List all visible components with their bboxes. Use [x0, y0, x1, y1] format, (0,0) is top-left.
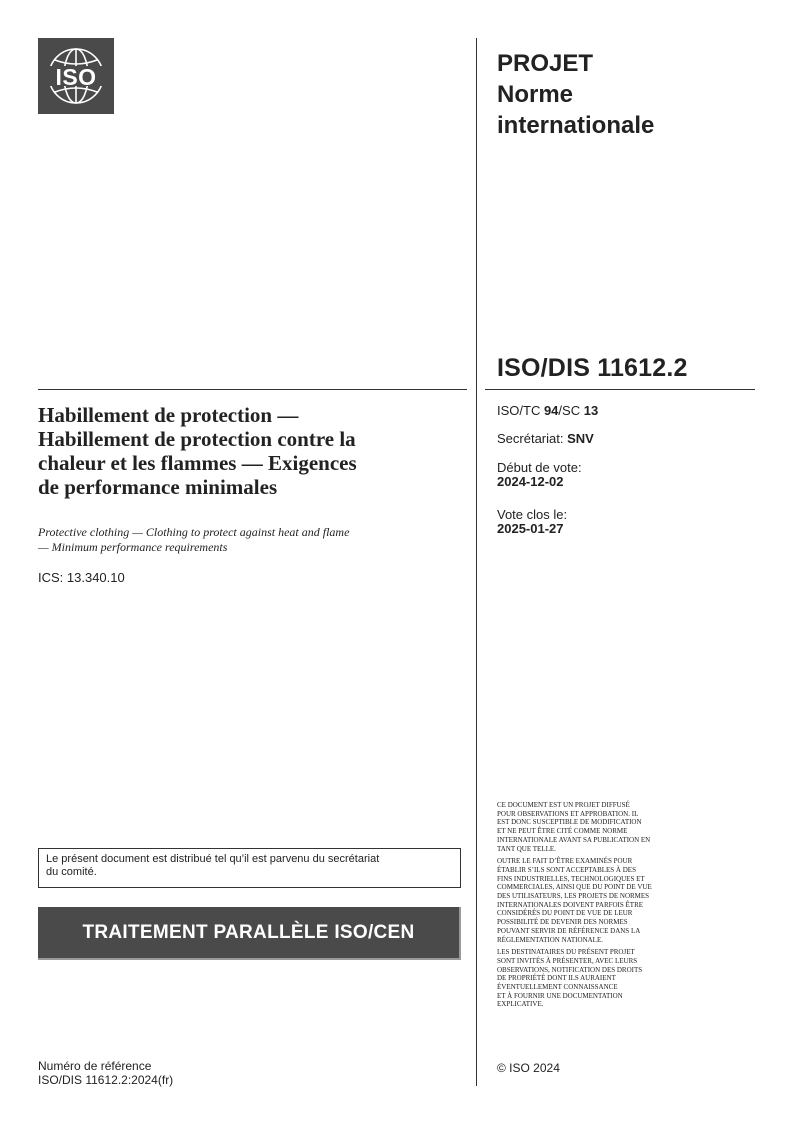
disclaimer-line: DES UTILISATEURS, LES PROJETS DE NORMES: [497, 892, 650, 901]
copyright: © ISO 2024: [497, 1061, 560, 1075]
disclaimer-line: TANT QUE TELLE.: [497, 844, 556, 853]
reference-number: [38, 1059, 173, 1087]
vote-start-date: 2024-12-02: [497, 474, 564, 489]
right-horizontal-rule: [485, 389, 755, 390]
draft-disclaimer: [497, 797, 707, 1013]
tc-prefix: ISO/TC: [497, 403, 544, 418]
parallel-processing-banner: TRAITEMENT PARALLÈLE ISO/CEN: [38, 907, 461, 960]
english-title-line: — Minimum performance requirements: [38, 540, 228, 554]
vote-end-label: Vote clos le:: [497, 507, 568, 522]
ics-code: ICS: 13.340.10: [38, 570, 125, 585]
french-title-line: chaleur et les flammes — Exigences: [38, 451, 357, 475]
disclaimer-line: POUR OBSERVATIONS ET APPROBATION. IL: [497, 809, 639, 818]
iso-logo: [38, 38, 114, 114]
notice-line: Le présent document est distribué tel qu’il est parvenu du secrétariat: [46, 853, 380, 865]
disclaimer-line: ÉVENTUELLEMENT CONNAISSANCE: [497, 983, 618, 992]
disclaimer-line: OBSERVATIONS, NOTIFICATION DES DROITS: [497, 965, 643, 974]
disclaimer-line: EST DONC SUSCEPTIBLE DE MODIFICATION: [497, 818, 642, 827]
distribution-notice: [38, 848, 461, 888]
secretariat-label: Secrétariat:: [497, 431, 568, 446]
vertical-divider: [476, 38, 477, 1086]
disclaimer-line: SONT INVITÉS À PRÉSENTER, AVEC LEURS: [497, 956, 638, 965]
disclaimer-line: ET À FOURNIR UNE DOCUMENTATION: [497, 991, 623, 1000]
draft-line: internationale: [497, 112, 655, 139]
english-title: [38, 525, 468, 555]
standard-number: ISO/DIS 11612.2: [497, 354, 688, 382]
french-title-line: de performance minimales: [38, 475, 278, 499]
english-title-line: Protective clothing — Clothing to protect against heat and flame: [38, 525, 350, 539]
reference-value: ISO/DIS 11612.2:2024(fr): [38, 1073, 174, 1087]
draft-line: PROJET: [497, 50, 594, 77]
disclaimer-line: OUTRE LE FAIT D’ÊTRE EXAMINÉS POUR: [497, 857, 633, 866]
sc-prefix: /SC: [558, 403, 584, 418]
disclaimer-line: ÉTABLIR S’ILS SONT ACCEPTABLES À DES: [497, 865, 636, 874]
draft-status-label: [497, 48, 757, 141]
secretariat-line: [497, 431, 594, 446]
disclaimer-line: DE PROPRIÉTÉ DONT ILS AURAIENT: [497, 974, 616, 983]
disclaimer-line: EXPLICATIVE.: [497, 1000, 544, 1009]
french-title-line: Habillement de protection —: [38, 403, 299, 427]
disclaimer-line: ET NE PEUT ÊTRE CITÉ COMME NORME: [497, 827, 628, 836]
disclaimer-line: RÉGLEMENTATION NATIONALE.: [497, 935, 603, 944]
disclaimer-line: FINS INDUSTRIELLES, TECHNOLOGIQUES ET: [497, 874, 645, 883]
secretariat-value: SNV: [567, 431, 594, 446]
logo-text: ISO: [55, 64, 97, 90]
disclaimer-line: POSSIBILITÉ DE DEVENIR DES NORMES: [497, 918, 628, 927]
disclaimer-line: CONSIDÉRÉS DU POINT DE VUE DE LEUR: [497, 909, 633, 918]
french-title: [38, 403, 458, 499]
disclaimer-line: INTERNATIONALES DOIVENT PARFOIS ÊTRE: [497, 900, 644, 909]
draft-line: Norme: [497, 81, 574, 108]
vote-end-date: 2025-01-27: [497, 521, 564, 536]
reference-label: Numéro de référence: [38, 1059, 152, 1073]
left-horizontal-rule: [38, 389, 467, 390]
committee-line: [497, 403, 598, 418]
notice-line: du comité.: [46, 866, 97, 878]
disclaimer-line: COMMERCIALES, AINSI QUE DU POINT DE VUE: [497, 883, 652, 892]
vote-start-label: Début de vote:: [497, 460, 582, 475]
disclaimer-line: INTERNATIONALE AVANT SA PUBLICATION EN: [497, 835, 651, 844]
disclaimer-line: LES DESTINATAIRES DU PRÉSENT PROJET: [497, 948, 635, 957]
tc-number: 94: [543, 403, 559, 418]
french-title-line: Habillement de protection contre la: [38, 427, 356, 451]
disclaimer-line: POUVANT SERVIR DE RÉFÉRENCE DANS LA: [497, 926, 641, 935]
sc-number: 13: [583, 403, 599, 418]
globe-icon: [38, 38, 114, 114]
disclaimer-line: CE DOCUMENT EST UN PROJET DIFFUSÉ: [497, 801, 630, 809]
